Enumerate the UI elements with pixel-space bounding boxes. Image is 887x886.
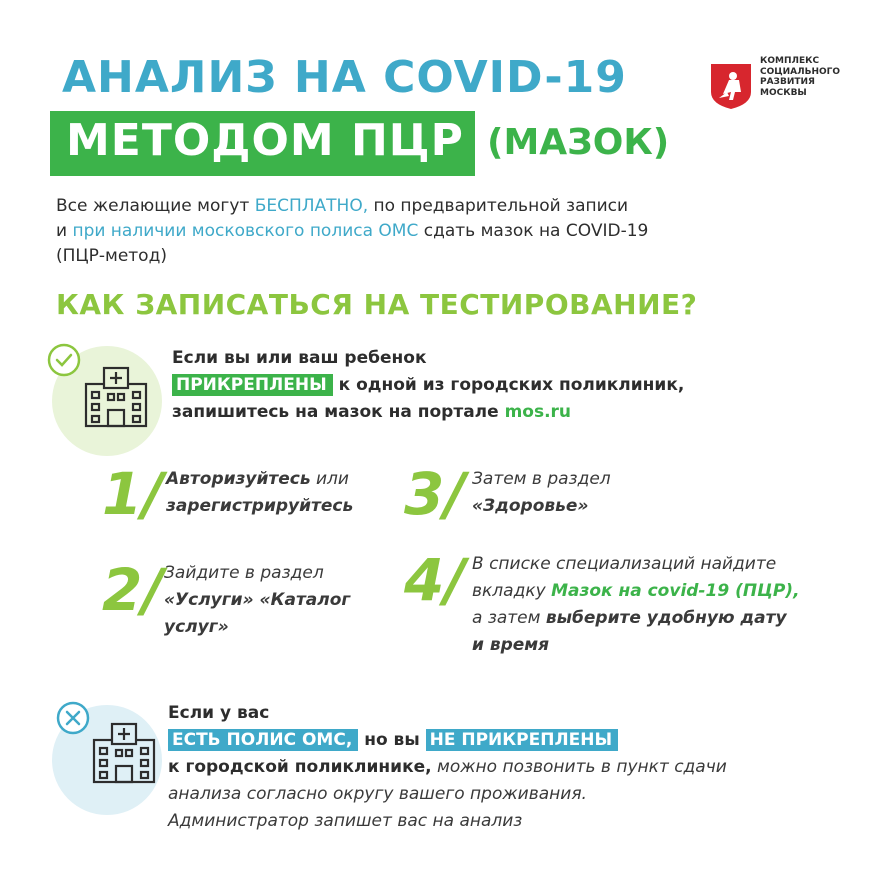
intro-text: по предварительной записи <box>368 196 629 216</box>
attached-line: Если вы или ваш ребенок <box>172 348 427 368</box>
not-attached-line: к городской поликлинике, <box>168 757 432 777</box>
step-text: вкладку <box>472 581 552 601</box>
not-attached-highlight: НЕ ПРИКРЕПЛЕНЫ <box>426 729 618 751</box>
step-4-number: 4/ <box>404 546 466 614</box>
not-attached-line: Если у вас <box>168 703 270 723</box>
attached-instructions <box>172 345 684 426</box>
title-suffix: (МАЗОК) <box>487 122 670 163</box>
step-text: «Здоровье» <box>472 496 589 516</box>
intro-text: и <box>56 221 73 241</box>
step-text: зарегистрируйтесь <box>166 496 354 516</box>
intro-text: (ПЦР-метод) <box>56 246 167 266</box>
hospital-icon <box>88 718 160 784</box>
step-text: и время <box>472 635 550 655</box>
attached-highlight: ПРИКРЕПЛЕНЫ <box>172 374 333 396</box>
attached-line: запишитесь на мазок на портале <box>172 402 505 422</box>
step-3-number: 3/ <box>404 460 466 528</box>
not-attached-instructions <box>168 700 727 835</box>
step-text: «Услуги» «Каталог <box>164 590 351 610</box>
intro-text: сдать мазок на COVID-19 <box>418 221 649 241</box>
free-highlight: БЕСПЛАТНО, <box>254 196 369 216</box>
step-text: Зайдите в раздел <box>164 563 324 583</box>
moscow-coat-of-arms-icon <box>709 62 753 110</box>
attached-line: к одной из городских поликлиник, <box>332 375 685 395</box>
step-text: Авторизуйтесь <box>166 469 311 489</box>
title-line-1: АНАЛИЗ НА COVID-19 <box>62 52 627 103</box>
not-attached-line: можно позвонить в пункт сдачи <box>431 757 727 777</box>
pcr-tab-highlight: Мазок на covid-19 (ПЦР), <box>551 581 800 601</box>
step-text: а затем <box>472 608 546 628</box>
oms-highlight: при наличии московского полиса ОМС <box>72 221 419 241</box>
step-text: Затем в раздел <box>472 469 611 489</box>
howto-heading: КАК ЗАПИСАТЬСЯ НА ТЕСТИРОВАНИЕ? <box>56 288 698 321</box>
step-text: услуг» <box>164 617 229 637</box>
logo-text: КОМПЛЕКС СОЦИАЛЬНОГО РАЗВИТИЯ МОСКВЫ <box>760 56 841 98</box>
step-text: В списке специализаций найдите <box>472 554 777 574</box>
cross-icon <box>55 700 91 736</box>
intro-paragraph <box>56 194 648 269</box>
not-attached-line: анализа согласно округу вашего проживания. <box>168 784 587 804</box>
step-1-text <box>166 466 353 520</box>
intro-text: Все желающие могут <box>56 196 255 216</box>
step-4-text <box>472 551 800 659</box>
has-oms-highlight: ЕСТЬ ПОЛИС ОМС, <box>168 729 358 751</box>
step-2-text <box>164 560 350 641</box>
step-3-text <box>472 466 611 520</box>
step-text: или <box>310 469 349 489</box>
not-attached-line: Администратор запишет вас на анализ <box>168 811 523 831</box>
not-attached-line: но вы <box>358 730 426 750</box>
step-2-number: 2/ <box>102 556 164 624</box>
title-line-2: МЕТОДОМ ПЦР <box>66 115 464 166</box>
hospital-icon <box>80 362 152 428</box>
mos-ru-link[interactable]: mos.ru <box>504 402 572 422</box>
step-1-number: 1/ <box>102 460 164 528</box>
step-text: выберите удобную дату <box>545 608 787 628</box>
check-icon <box>46 342 82 378</box>
